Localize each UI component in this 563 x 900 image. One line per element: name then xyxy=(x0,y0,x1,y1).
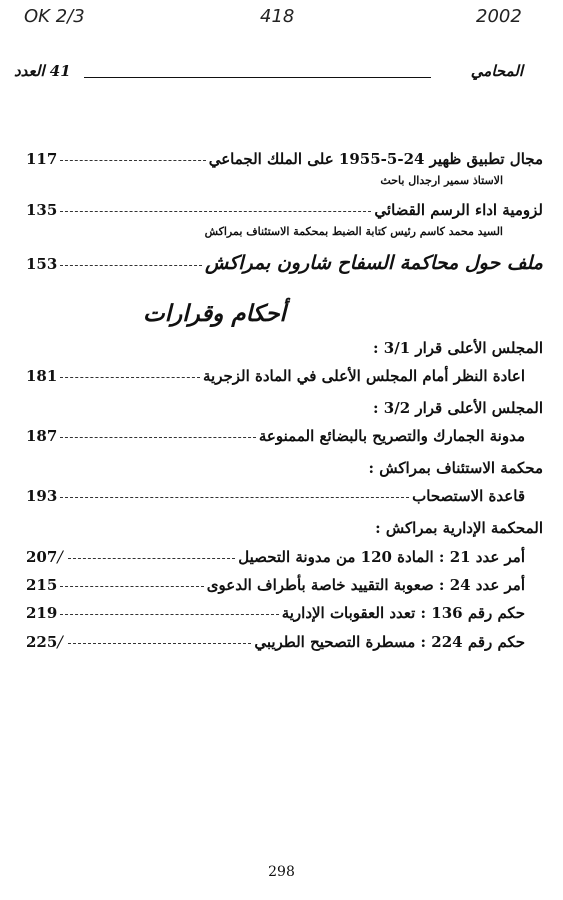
running-header xyxy=(10,62,523,86)
entry-title: ملف حول محاكمة السفاح شارون بمراكش xyxy=(204,252,543,274)
entry-title: لزومية اداء الرسم القضائي xyxy=(374,201,543,219)
entry-page: 117 xyxy=(26,150,58,168)
section-heading: أحكام وقرارات xyxy=(143,300,286,327)
header-rule xyxy=(84,77,431,78)
entry-title: حكم رقم 136 : تعدد العقوبات الإدارية xyxy=(281,604,525,622)
entry-title: اعادة النظر أمام المجلس الأعلى في المادة الزجرية xyxy=(203,367,525,385)
handwritten-mark: / xyxy=(57,547,63,566)
court-heading: المجلس الأعلى قرار 3/2 : xyxy=(373,399,543,417)
handwritten-note-center: 418 xyxy=(260,6,295,27)
dot-leader xyxy=(60,377,200,378)
handwritten-mark: / xyxy=(57,632,63,651)
court-heading: محكمة الاستئناف بمراكش : xyxy=(368,459,543,477)
table-of-contents xyxy=(26,150,543,661)
dot-leader xyxy=(68,558,236,559)
page-number: 207 xyxy=(26,548,58,566)
entry-author: السيد محمد كاسم رئيس كتابة الضبط بمحكمة الاستئناف بمراكش xyxy=(204,225,503,238)
entry-author: الاستاذ سمير ارجدال باحث xyxy=(380,174,503,187)
entry-page xyxy=(26,632,65,651)
entry-title: مجال تطبيق ظهير 24-5-1955 على الملك الجماعي xyxy=(208,150,543,168)
handwritten-note-right: 2002 xyxy=(476,6,522,27)
dot-leader xyxy=(60,586,203,587)
entry-page: 215 xyxy=(26,576,58,594)
entry-page: 187 xyxy=(26,427,58,445)
toc-entry[interactable] xyxy=(26,150,543,168)
dot-leader xyxy=(60,497,409,498)
dot-leader xyxy=(60,614,278,615)
toc-entry[interactable] xyxy=(26,487,543,505)
dot-leader xyxy=(68,643,252,644)
toc-entry[interactable] xyxy=(26,252,543,274)
toc-entry[interactable] xyxy=(26,367,543,385)
page-number-footer: 298 xyxy=(268,864,295,880)
court-heading: المحكمة الإدارية بمراكش : xyxy=(375,519,543,537)
toc-entry[interactable] xyxy=(26,547,543,566)
entry-page xyxy=(26,547,65,566)
page-number: 225 xyxy=(26,633,58,651)
issue-label: العدد xyxy=(14,62,45,80)
entry-title: أمر عدد 24 : صعوبة التقييد خاصة بأطراف الدعوى xyxy=(206,576,525,594)
dot-leader xyxy=(60,265,202,266)
dot-leader xyxy=(60,211,371,212)
magazine-title: المحامي xyxy=(470,62,523,80)
toc-entry[interactable] xyxy=(26,576,543,594)
entry-page: 135 xyxy=(26,201,58,219)
issue-number-value: 41 xyxy=(49,62,71,80)
handwritten-note-left: OK 2/3 xyxy=(24,6,85,27)
issue-number xyxy=(14,62,71,80)
toc-entry[interactable] xyxy=(26,201,543,219)
dot-leader xyxy=(60,437,256,438)
toc-entry[interactable] xyxy=(26,632,543,651)
toc-entry[interactable] xyxy=(26,427,543,445)
entry-page: 193 xyxy=(26,487,58,505)
entry-page: 181 xyxy=(26,367,58,385)
entry-title: قاعدة الاستصحاب xyxy=(412,487,525,505)
toc-entry[interactable] xyxy=(26,604,543,622)
court-heading: المجلس الأعلى قرار 3/1 : xyxy=(373,339,543,357)
entry-title: مدونة الجمارك والتصريح بالبضائع الممنوعة xyxy=(258,427,525,445)
entry-title: حكم رقم 224 : مسطرة التصحيح الطريبي xyxy=(254,633,525,651)
entry-page: 153 xyxy=(26,255,58,273)
entry-page: 219 xyxy=(26,604,58,622)
dot-leader xyxy=(60,160,205,161)
entry-title: أمر عدد 21 : المادة 120 من مدونة التحصيل xyxy=(238,548,525,566)
